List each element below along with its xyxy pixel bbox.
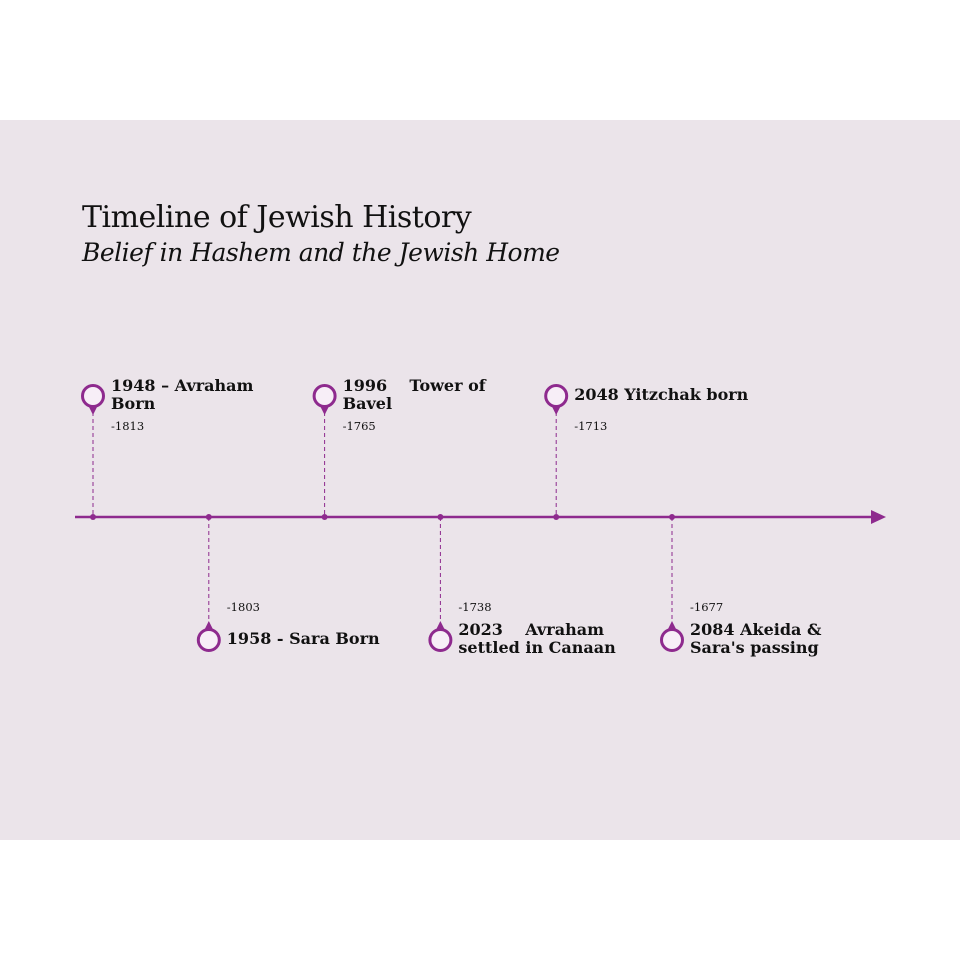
event-axis-dot	[90, 514, 96, 520]
event-label: 1958 - Sara Born	[226, 629, 380, 648]
pin-ring-icon	[198, 630, 219, 651]
event-axis-dot	[669, 514, 675, 520]
event-label: 2084 Akeida & Sara's passing	[690, 620, 822, 657]
event-year: -1738	[458, 600, 492, 614]
timeline-event-2	[198, 514, 219, 651]
page-title: Timeline of Jewish History	[82, 200, 472, 235]
slide	[0, 120, 960, 840]
pin-ring-icon	[83, 386, 104, 407]
event-label: 2048 Yitzchak born	[574, 385, 749, 404]
event-year: -1677	[690, 600, 724, 614]
pin-ring-icon	[430, 630, 451, 651]
timeline-graphic	[0, 120, 960, 840]
timeline-event-6	[662, 514, 683, 651]
timeline-event-5	[546, 386, 567, 521]
event-label: 1948 – Avraham Born	[111, 376, 254, 413]
event-label: 1996 Tower of Bavel	[342, 376, 486, 413]
event-axis-dot	[553, 514, 559, 520]
event-year: -1803	[226, 600, 260, 614]
pin-ring-icon	[662, 630, 683, 651]
timeline-event-3	[314, 386, 335, 521]
event-year: -1813	[111, 419, 145, 433]
event-year: -1765	[342, 419, 376, 433]
pin-ring-icon	[546, 386, 567, 407]
timeline-event-4	[430, 514, 451, 651]
page-subtitle: Belief in Hashem and the Jewish Home	[82, 238, 560, 267]
event-axis-dot	[322, 514, 328, 520]
timeline-event-1	[83, 386, 104, 521]
event-label: 2023 Avraham settled in Canaan	[458, 620, 616, 657]
event-axis-dot	[206, 514, 212, 520]
event-year: -1713	[574, 419, 608, 433]
timeline-arrowhead	[871, 510, 886, 524]
pin-ring-icon	[314, 386, 335, 407]
event-axis-dot	[437, 514, 443, 520]
